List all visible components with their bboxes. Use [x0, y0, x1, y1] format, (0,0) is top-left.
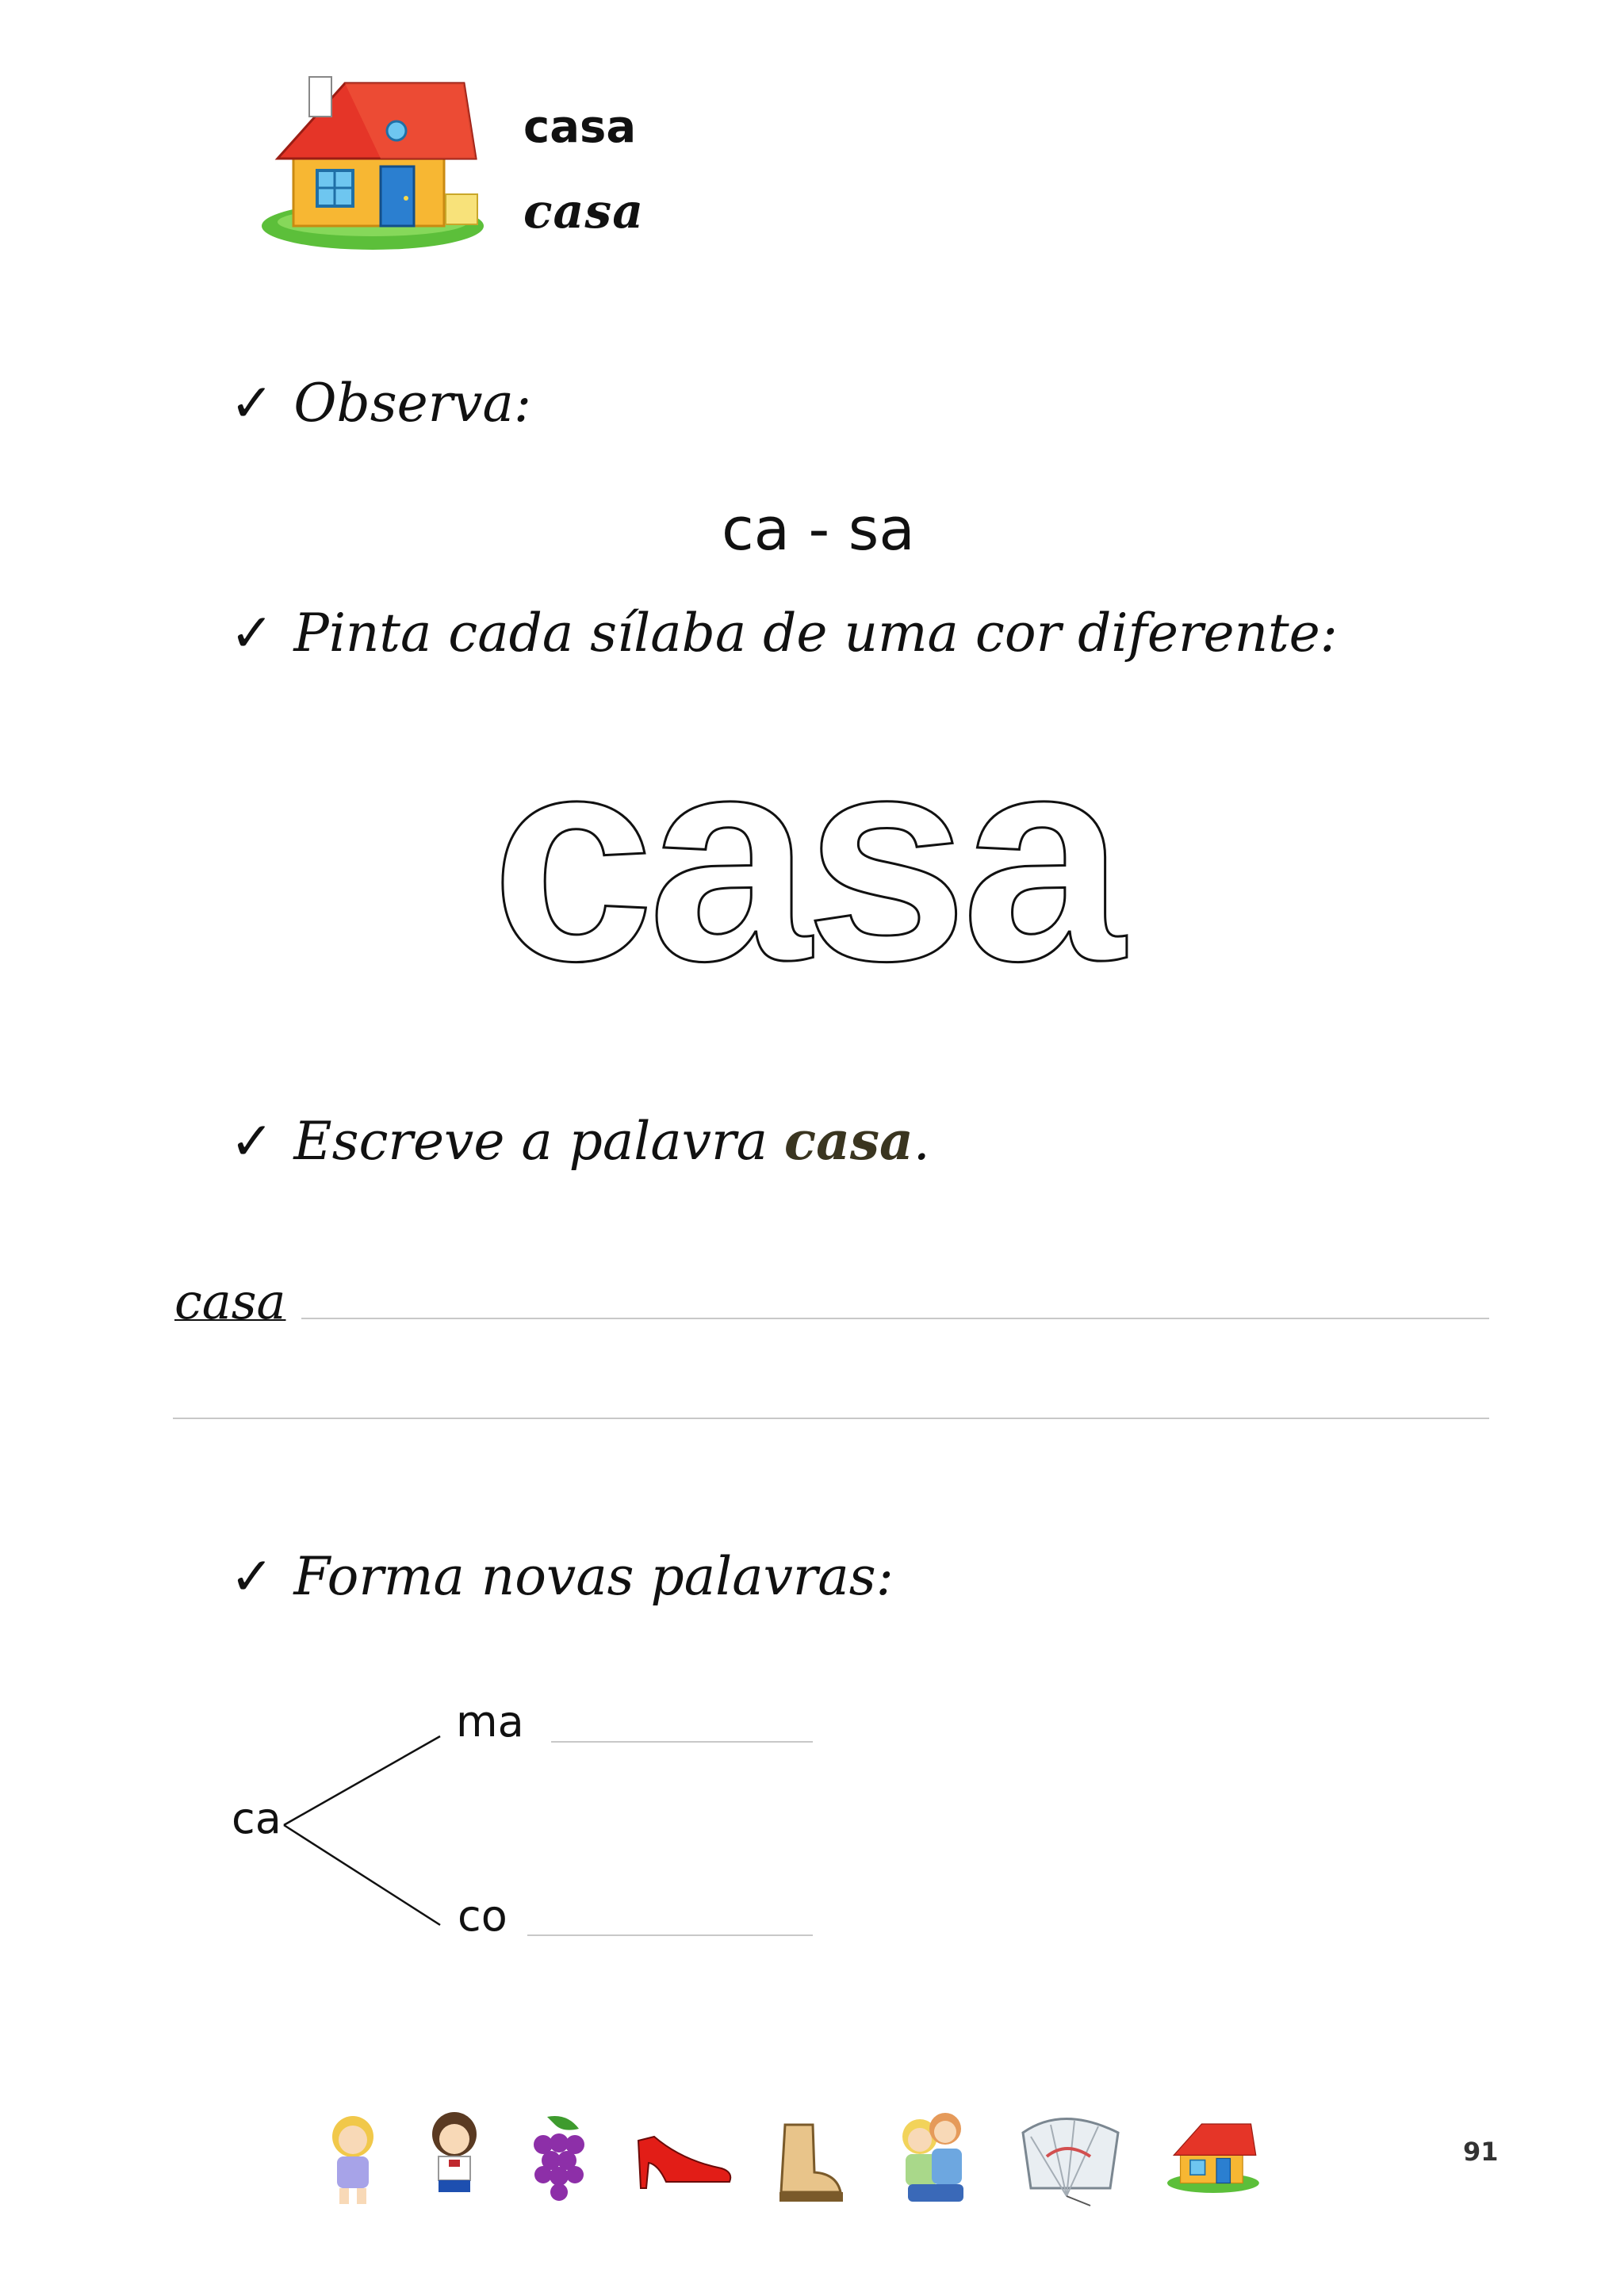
children-icon [888, 2105, 975, 2208]
syllables-text: ca - sa [722, 496, 915, 564]
form-label: Forma novas palavras: [293, 1546, 894, 1607]
form-instruction [230, 1546, 894, 1607]
grapes-icon [523, 2113, 595, 2208]
house-icon [1167, 2117, 1262, 2200]
check-icon: ✓ [230, 1111, 274, 1172]
check-icon: ✓ [230, 603, 274, 664]
write-instruction [230, 1110, 930, 1172]
tree-root: ca [232, 1793, 282, 1843]
answer-line-bottom[interactable] [527, 1934, 813, 1936]
header-word-print: casa [523, 101, 637, 153]
fan-icon [1015, 2109, 1126, 2208]
write-label-end: . [913, 1111, 930, 1172]
paint-instruction [230, 603, 1338, 664]
paint-label: Pinta cada sílaba de uma cor diferente: [293, 603, 1338, 664]
writing-line-1[interactable] [301, 1318, 1489, 1319]
tree-top: ma [456, 1697, 524, 1747]
check-icon: ✓ [230, 1546, 274, 1607]
header-word-cursive: casa [523, 184, 645, 239]
observe-instruction [230, 373, 531, 434]
house-icon [262, 75, 492, 258]
tree-branches [278, 1728, 452, 1934]
outline-word-casa[interactable] [349, 729, 1261, 983]
boy-icon [419, 2110, 490, 2210]
doll-icon [317, 2113, 389, 2208]
answer-line-top[interactable] [551, 1741, 813, 1743]
write-label: Escreve a palavra [293, 1111, 784, 1172]
red-shoe-icon [634, 2125, 737, 2196]
write-example: casa [174, 1272, 286, 1330]
tree-bottom: co [458, 1891, 508, 1941]
writing-line-2[interactable] [173, 1418, 1489, 1419]
check-icon: ✓ [230, 373, 274, 434]
boot-icon [773, 2117, 845, 2208]
outline-word-text: casa [491, 729, 1119, 983]
write-label-word: casa [783, 1110, 914, 1172]
page-number: 91 [1463, 2137, 1499, 2167]
observe-label: Observa: [293, 373, 532, 434]
